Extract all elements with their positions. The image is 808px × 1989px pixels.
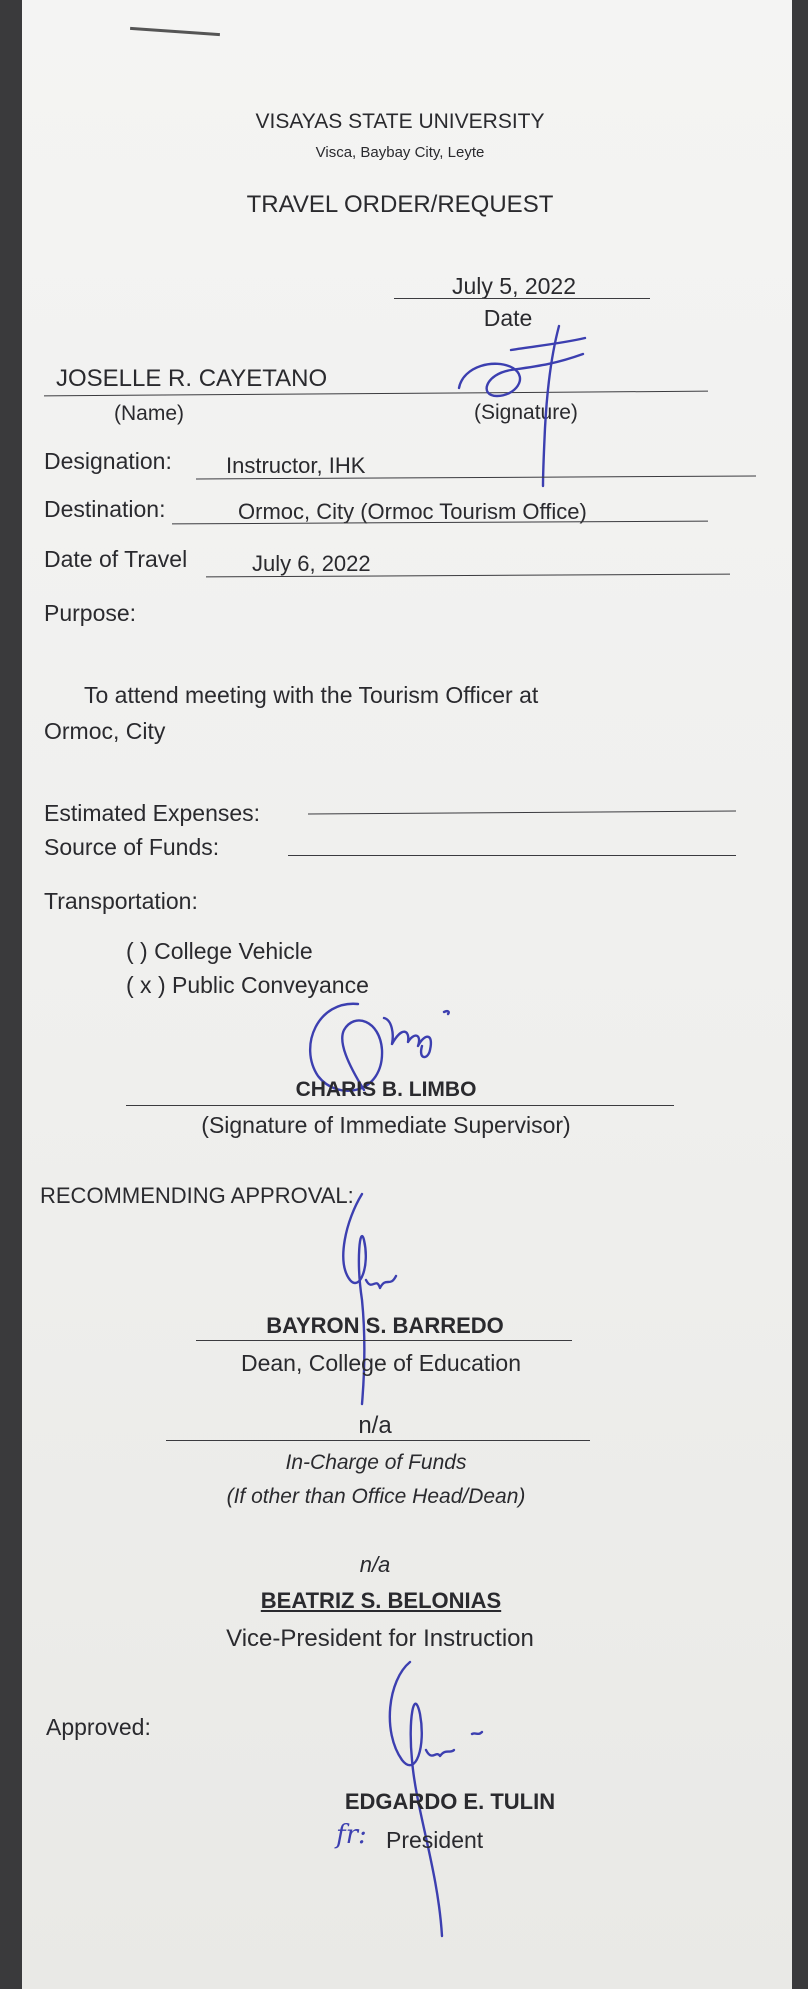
transport-option-college	[126, 938, 313, 965]
university-address: Visca, Baybay City, Leyte	[315, 144, 485, 161]
recommending-label: RECOMMENDING APPROVAL:	[40, 1183, 354, 1208]
signature-label: (Signature)	[474, 401, 578, 424]
designation-label: Designation:	[44, 448, 172, 474]
supervisor-name: CHARIS B. LIMBO	[295, 1078, 477, 1101]
supervisor-line	[126, 1105, 674, 1106]
name-label: (Name)	[114, 402, 185, 425]
requester-signature	[455, 310, 655, 510]
funds-incharge-value: n/a	[358, 1412, 392, 1439]
funds-incharge-line	[166, 1440, 590, 1441]
president-title: President	[386, 1827, 484, 1853]
public-conveyance-checkbox: ( x )	[126, 972, 166, 998]
date-line	[394, 298, 650, 299]
funds-incharge-title: In-Charge of Funds	[285, 1451, 467, 1474]
destination-label: Destination:	[44, 496, 166, 522]
supervisor-title: (Signature of Immediate Supervisor)	[201, 1112, 571, 1138]
public-conveyance-label: Public Conveyance	[172, 972, 369, 998]
vp-name: BEATRIZ S. BELONIAS	[260, 1588, 502, 1613]
college-vehicle-checkbox: ( )	[126, 938, 148, 964]
approved-label: Approved:	[46, 1714, 151, 1740]
travel-date-value: July 6, 2022	[252, 551, 371, 576]
travel-date-label: Date of Travel	[44, 546, 188, 572]
destination-value: Ormoc, City (Ormoc Tourism Office)	[238, 499, 587, 524]
designation-value: Instructor, IHK	[226, 453, 366, 478]
purpose-line-1: To attend meeting with the Tourism Officer at	[84, 682, 539, 708]
vp-title: Vice-President for Instruction	[226, 1625, 534, 1652]
expenses-label: Estimated Expenses:	[44, 800, 261, 826]
vp-value: n/a	[359, 1552, 391, 1577]
funds-incharge-note: (If other than Office Head/Dean)	[226, 1485, 526, 1508]
dean-line	[196, 1340, 572, 1341]
form-title: TRAVEL ORDER/REQUEST	[246, 191, 554, 218]
president-initials: fr:	[336, 1820, 367, 1850]
requester-name: JOSELLE R. CAYETANO	[56, 365, 328, 392]
university-name: VISAYAS STATE UNIVERSITY	[255, 110, 545, 133]
president-name: EDGARDO E. TULIN	[344, 1789, 556, 1814]
funds-label: Source of Funds:	[44, 834, 220, 860]
dean-title: Dean, College of Education	[240, 1350, 522, 1376]
purpose-line-2: Ormoc, City	[44, 718, 166, 744]
college-vehicle-label: College Vehicle	[154, 938, 313, 964]
date-value: July 5, 2022	[451, 273, 577, 299]
dean-name: BAYRON S. BARREDO	[266, 1313, 504, 1338]
purpose-label: Purpose:	[44, 600, 137, 626]
funds-line	[288, 855, 736, 856]
date-label: Date	[483, 305, 533, 331]
transport-label: Transportation:	[44, 888, 198, 914]
